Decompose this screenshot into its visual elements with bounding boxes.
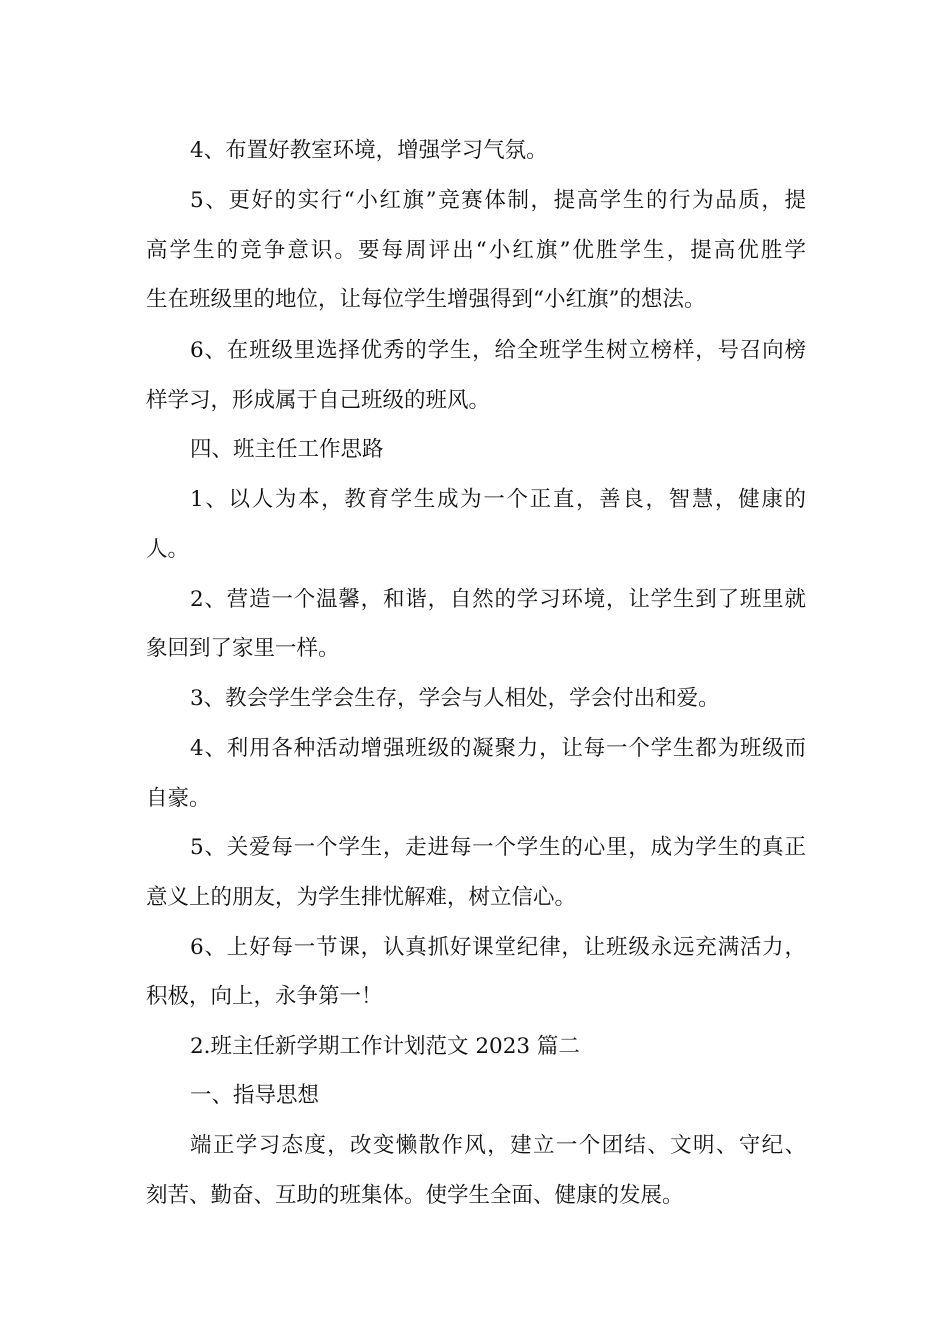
idea-5-line-2: 意义上的朋友，为学生排忧解难，树立信心。 (146, 885, 577, 910)
idea-1-line-1: 1、以人为本，教育学生成为一个正直，善良，智慧，健康的 (190, 487, 806, 512)
guiding-thought-heading: 一、指导思想 (190, 1083, 320, 1108)
item-5-red-flag-line-3: 生在班级里的地位，让每位学生增强得到“小红旗”的想法。 (146, 287, 706, 312)
idea-2-line-1: 2、营造一个温馨，和谐，自然的学习环境，让学生到了班里就 (190, 587, 806, 612)
guiding-thought-line-2: 刻苦、勤奋、互助的班集体。使学生全面、健康的发展。 (146, 1183, 684, 1208)
idea-6-line-2: 积极，向上，永争第一！ (146, 984, 383, 1009)
idea-2-line-2: 象回到了家里一样。 (146, 636, 340, 661)
idea-4-line-2: 自豪。 (146, 786, 211, 811)
idea-5-line-1: 5、关爱每一个学生，走进每一个学生的心里，成为学生的真正 (190, 835, 806, 860)
article-2-title: 2.班主任新学期工作计划范文 2023 篇二 (190, 1034, 580, 1059)
item-4-classroom-environment: 4、布置好教室环境，增强学习气氛。 (190, 138, 548, 163)
idea-4-line-1: 4、利用各种活动增强班级的凝聚力，让每一个学生都为班级而 (190, 736, 806, 761)
idea-3: 3、教会学生学会生存，学会与人相处，学会付出和爱。 (190, 686, 720, 711)
idea-1-line-2: 人。 (146, 537, 190, 562)
idea-6-line-1: 6、上好每一节课，认真抓好课堂纪律，让班级永远充满活力， (190, 935, 806, 960)
item-5-red-flag-line-1: 5、更好的实行“小红旗”竞赛体制，提高学生的行为品质，提 (190, 188, 806, 213)
item-5-red-flag-line-2: 高学生的竞争意识。要每周评出“小红旗”优胜学生，提高优胜学 (146, 238, 806, 263)
section-4-heading: 四、班主任工作思路 (190, 437, 384, 462)
item-6-role-model-line-2: 样学习，形成属于自己班级的班风。 (146, 388, 491, 413)
item-6-role-model-line-1: 6、在班级里选择优秀的学生，给全班学生树立榜样，号召向榜 (190, 338, 806, 363)
guiding-thought-line-1: 端正学习态度，改变懒散作风，建立一个团结、文明、守纪、 (190, 1133, 806, 1158)
